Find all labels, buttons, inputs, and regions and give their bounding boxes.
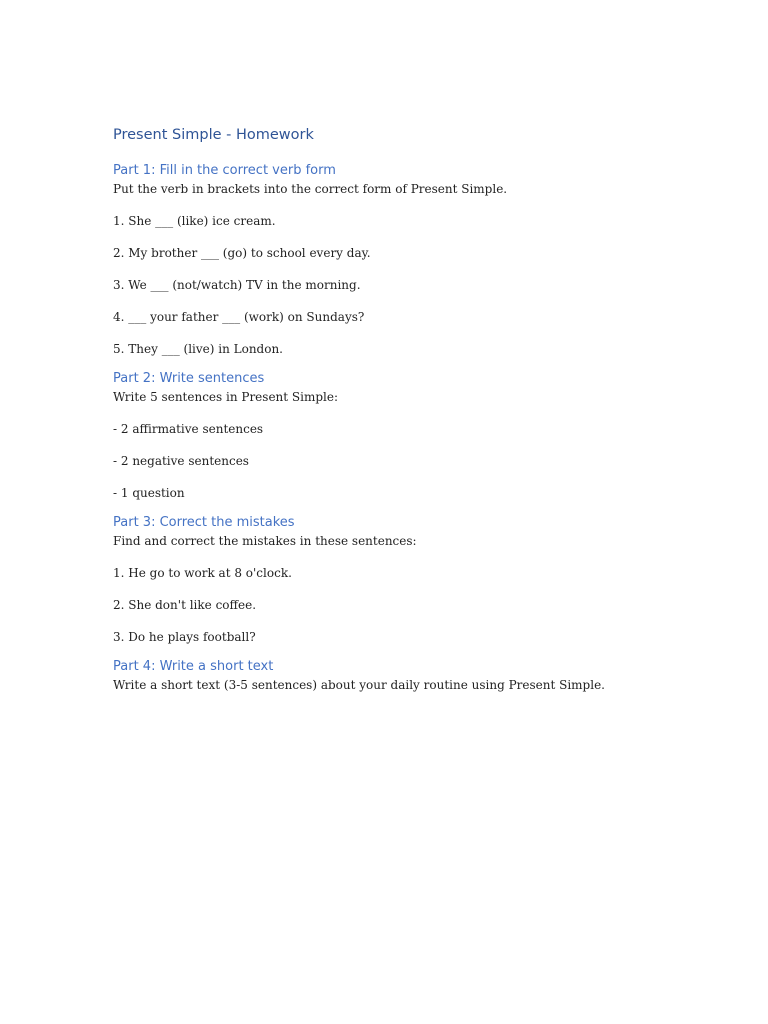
exercise-item: - 2 affirmative sentences bbox=[113, 422, 264, 436]
section-instruction: Write 5 sentences in Present Simple: bbox=[113, 390, 339, 404]
exercise-item: 2. She don't like coffee. bbox=[113, 598, 257, 612]
section-part-4 bbox=[113, 657, 713, 693]
document-title: Present Simple - Homework bbox=[113, 127, 314, 143]
exercise-item: 2. My brother ___ (go) to school every day. bbox=[113, 246, 371, 260]
exercise-item: 3. We ___ (not/watch) TV in the morning. bbox=[113, 278, 361, 292]
section-instruction: Put the verb in brackets into the correct form of Present Simple. bbox=[113, 182, 508, 196]
exercise-item: 4. ___ your father ___ (work) on Sundays? bbox=[113, 310, 365, 324]
section-heading: Part 1: Fill in the correct verb form bbox=[113, 163, 336, 178]
document-page bbox=[113, 124, 713, 693]
exercise-item: - 2 negative sentences bbox=[113, 454, 249, 468]
section-heading: Part 4: Write a short text bbox=[113, 659, 274, 674]
section-part-1 bbox=[113, 161, 713, 357]
section-heading: Part 3: Correct the mistakes bbox=[113, 515, 295, 530]
exercise-item: 1. She ___ (like) ice cream. bbox=[113, 214, 276, 228]
section-instruction: Write a short text (3-5 sentences) about your daily routine using Present Simple. bbox=[113, 678, 605, 692]
exercise-item: 3. Do he plays football? bbox=[113, 630, 256, 644]
section-part-2 bbox=[113, 369, 713, 501]
exercise-item: 5. They ___ (live) in London. bbox=[113, 342, 283, 356]
section-heading: Part 2: Write sentences bbox=[113, 371, 265, 386]
section-instruction: Find and correct the mistakes in these sentences: bbox=[113, 534, 417, 548]
exercise-item: 1. He go to work at 8 o'clock. bbox=[113, 566, 292, 580]
exercise-item: - 1 question bbox=[113, 486, 185, 500]
section-part-3 bbox=[113, 513, 713, 645]
